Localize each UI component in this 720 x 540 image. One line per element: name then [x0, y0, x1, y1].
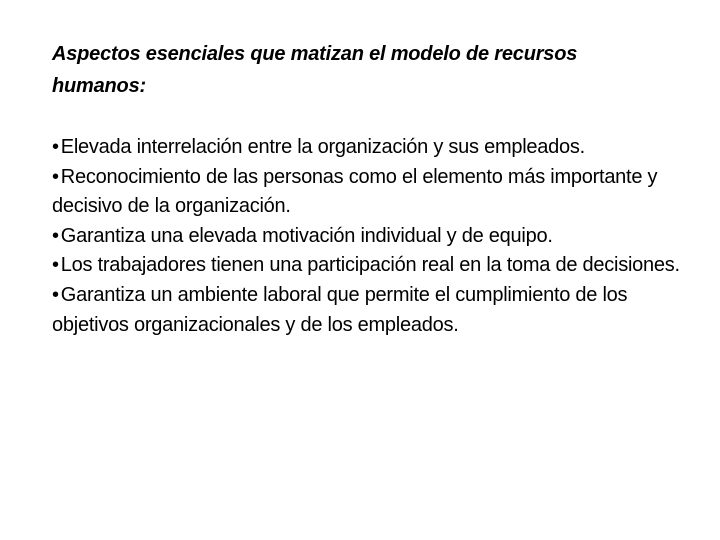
bullet-text: Reconocimiento de las personas como el elemento más importante y decisivo de la organización. — [52, 165, 658, 218]
bullet-text: Garantiza un ambiente laboral que permite el cumplimiento de los objetivos organizacionales y de los empleados. — [52, 283, 628, 336]
bullet-list — [52, 133, 682, 340]
bullet-marker: • — [52, 165, 59, 188]
bullet-marker: • — [52, 254, 59, 277]
bullet-text: Garantiza una elevada motivación individual y de equipo. — [60, 224, 553, 247]
bullet-marker: • — [52, 136, 59, 158]
bullet-marker: • — [52, 283, 59, 306]
list-item — [52, 163, 682, 222]
list-item — [52, 281, 682, 340]
slide-title: Aspectos esenciales que matizan el modelo de recursos humanos: — [52, 43, 578, 97]
bullet-text: Elevada interrelación entre la organización y sus empleados. — [60, 136, 585, 158]
bullet-text: Los trabajadores tienen una participación real en la toma de decisiones. — [60, 254, 680, 277]
list-item — [52, 133, 682, 163]
bullet-marker: • — [52, 224, 59, 247]
list-item — [52, 251, 682, 281]
list-item — [52, 222, 682, 252]
